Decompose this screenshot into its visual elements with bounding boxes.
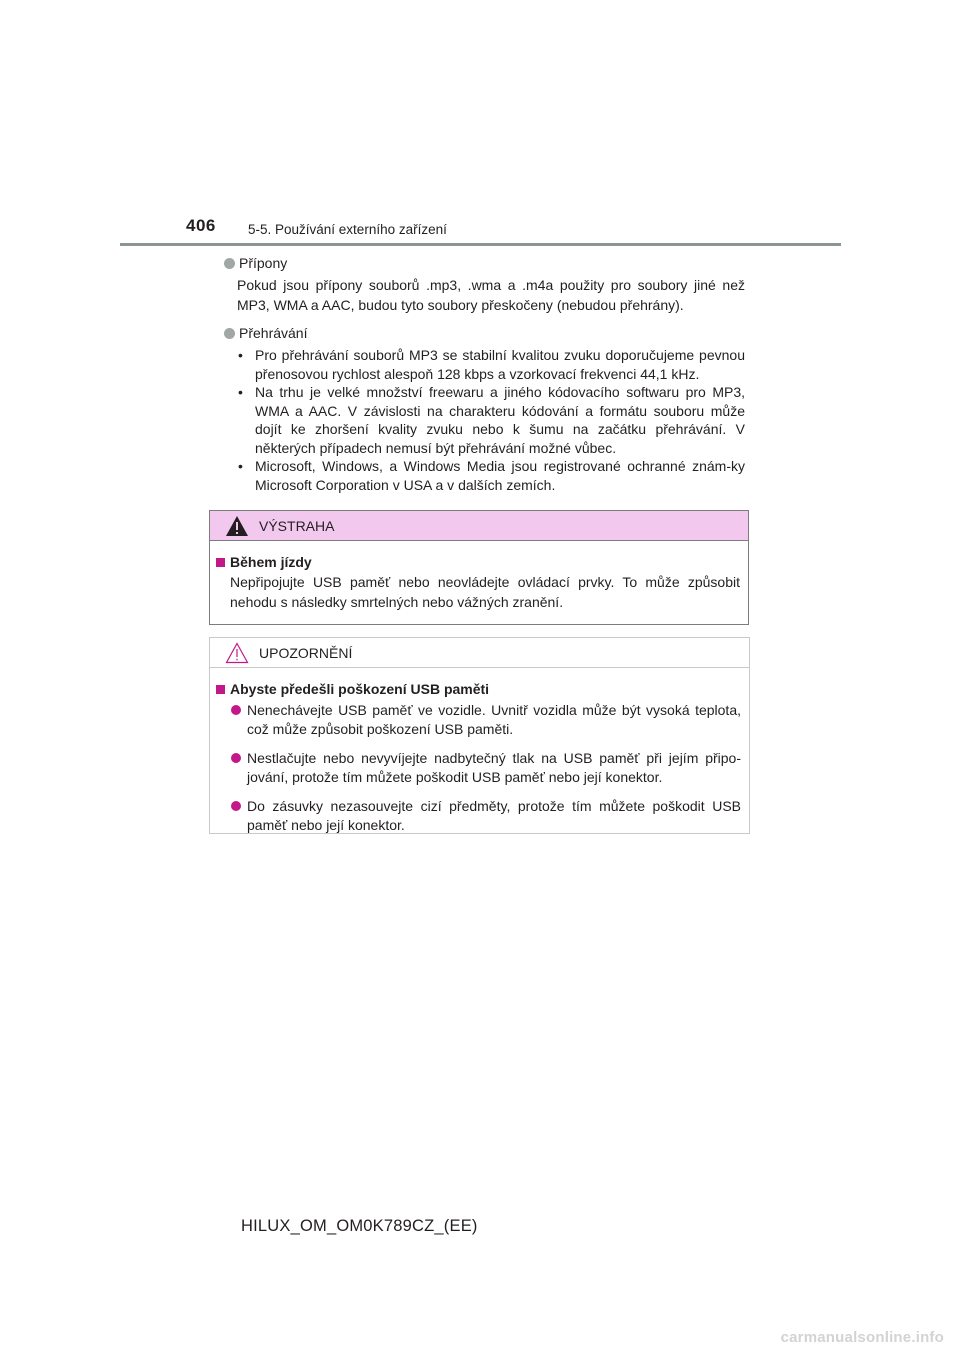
list-item bbox=[237, 383, 745, 457]
list-item bbox=[229, 701, 741, 739]
magenta-bullet-icon bbox=[231, 753, 241, 763]
section-title: 5-5. Používání externího zařízení bbox=[248, 222, 447, 237]
list-item bbox=[229, 797, 741, 835]
extensions-paragraph: Pokud jsou přípony souborů .mp3, .wma a .m4a použity pro soubory jiné než MP3, WMA a AAC, budou tyto soubory přeskočeny (nebudou přehrány). bbox=[237, 277, 745, 313]
warning-header bbox=[210, 511, 748, 541]
caution-body bbox=[210, 668, 749, 835]
magenta-bullet-icon bbox=[231, 801, 241, 811]
warning-triangle-icon bbox=[225, 515, 249, 537]
caution-label: UPOZORNĚNÍ bbox=[259, 644, 353, 661]
list-item bbox=[237, 346, 745, 383]
page-number: 406 bbox=[186, 216, 216, 235]
gray-bullet-icon bbox=[224, 328, 235, 339]
magenta-square-icon bbox=[216, 685, 225, 694]
list-item-text: Na trhu je velké množství freewaru a jiného kódovacího softwaru pro MP3, WMA a AAC. V závislosti na charakteru kódování a formátu souboru může dojít ke zhoršení kvality zvuku nebo k šumu na začátku přehrávání. V některých případech nemusí být přehrávání možné vůbec. bbox=[255, 384, 745, 456]
list-item bbox=[229, 749, 741, 787]
bullet-dot-icon: • bbox=[238, 347, 243, 363]
list-item-text: Nestlačujte nebo nevyvíjejte nadbytečný tlak na USB paměť při jejím připo-jování, protože tím můžete poškodit USB paměť nebo její konektor. bbox=[247, 750, 741, 785]
warning-box bbox=[209, 510, 749, 625]
subheading-extensions bbox=[222, 254, 745, 273]
warning-subheading-label: Během jízdy bbox=[230, 554, 312, 570]
list-item-text: Pro přehrávání souborů MP3 se stabilní kvalitou zvuku doporučujeme pevnou přenosovou rychlost alespoň 128 kbps a vzorkovací frekvenci 44,1 kHz. bbox=[255, 347, 745, 382]
list-item bbox=[237, 457, 745, 494]
document-code: HILUX_OM_OM0K789CZ_(EE) bbox=[241, 1217, 478, 1235]
bullet-dot-icon: • bbox=[238, 458, 243, 474]
subheading-playback-label: Přehrávání bbox=[239, 325, 308, 341]
list-item-text: Do zásuvky nezasouvejte cizí předměty, protože tím můžete poškodit USB paměť nebo její konektor. bbox=[247, 798, 741, 833]
caution-header bbox=[210, 638, 749, 668]
warning-label: VÝSTRAHA bbox=[259, 517, 335, 534]
list-item-text: Nenechávejte USB paměť ve vozidle. Uvnitř vozidla může být vysoká teplota, což může způsobit poškození USB paměti. bbox=[247, 702, 741, 737]
warning-text: Nepřipojujte USB paměť nebo neovládejte ovládací prvky. To může způsobit nehodu s následky smrtelných nebo vážných zranění. bbox=[230, 574, 740, 610]
magenta-square-icon bbox=[216, 558, 225, 567]
caution-subheading bbox=[215, 680, 741, 699]
caution-list bbox=[229, 701, 741, 835]
subheading-playback bbox=[222, 324, 745, 343]
playback-bullet-list bbox=[237, 346, 745, 494]
gray-bullet-icon bbox=[224, 258, 235, 269]
magenta-bullet-icon bbox=[231, 705, 241, 715]
caution-triangle-icon bbox=[225, 642, 249, 664]
caution-subheading-label: Abyste předešli poškození USB paměti bbox=[230, 681, 490, 697]
warning-body bbox=[210, 541, 748, 612]
header-rule bbox=[120, 243, 841, 246]
list-item-text: Microsoft, Windows, a Windows Media jsou registrované ochranné znám-ky Microsoft Corporation v USA a v dalších zemích. bbox=[255, 458, 745, 493]
caution-box bbox=[209, 637, 750, 834]
watermark: carmanualsonline.info bbox=[780, 1329, 944, 1346]
subheading-extensions-label: Přípony bbox=[239, 255, 288, 271]
warning-subheading bbox=[215, 553, 740, 572]
main-content bbox=[222, 254, 745, 494]
bullet-dot-icon: • bbox=[238, 384, 243, 400]
